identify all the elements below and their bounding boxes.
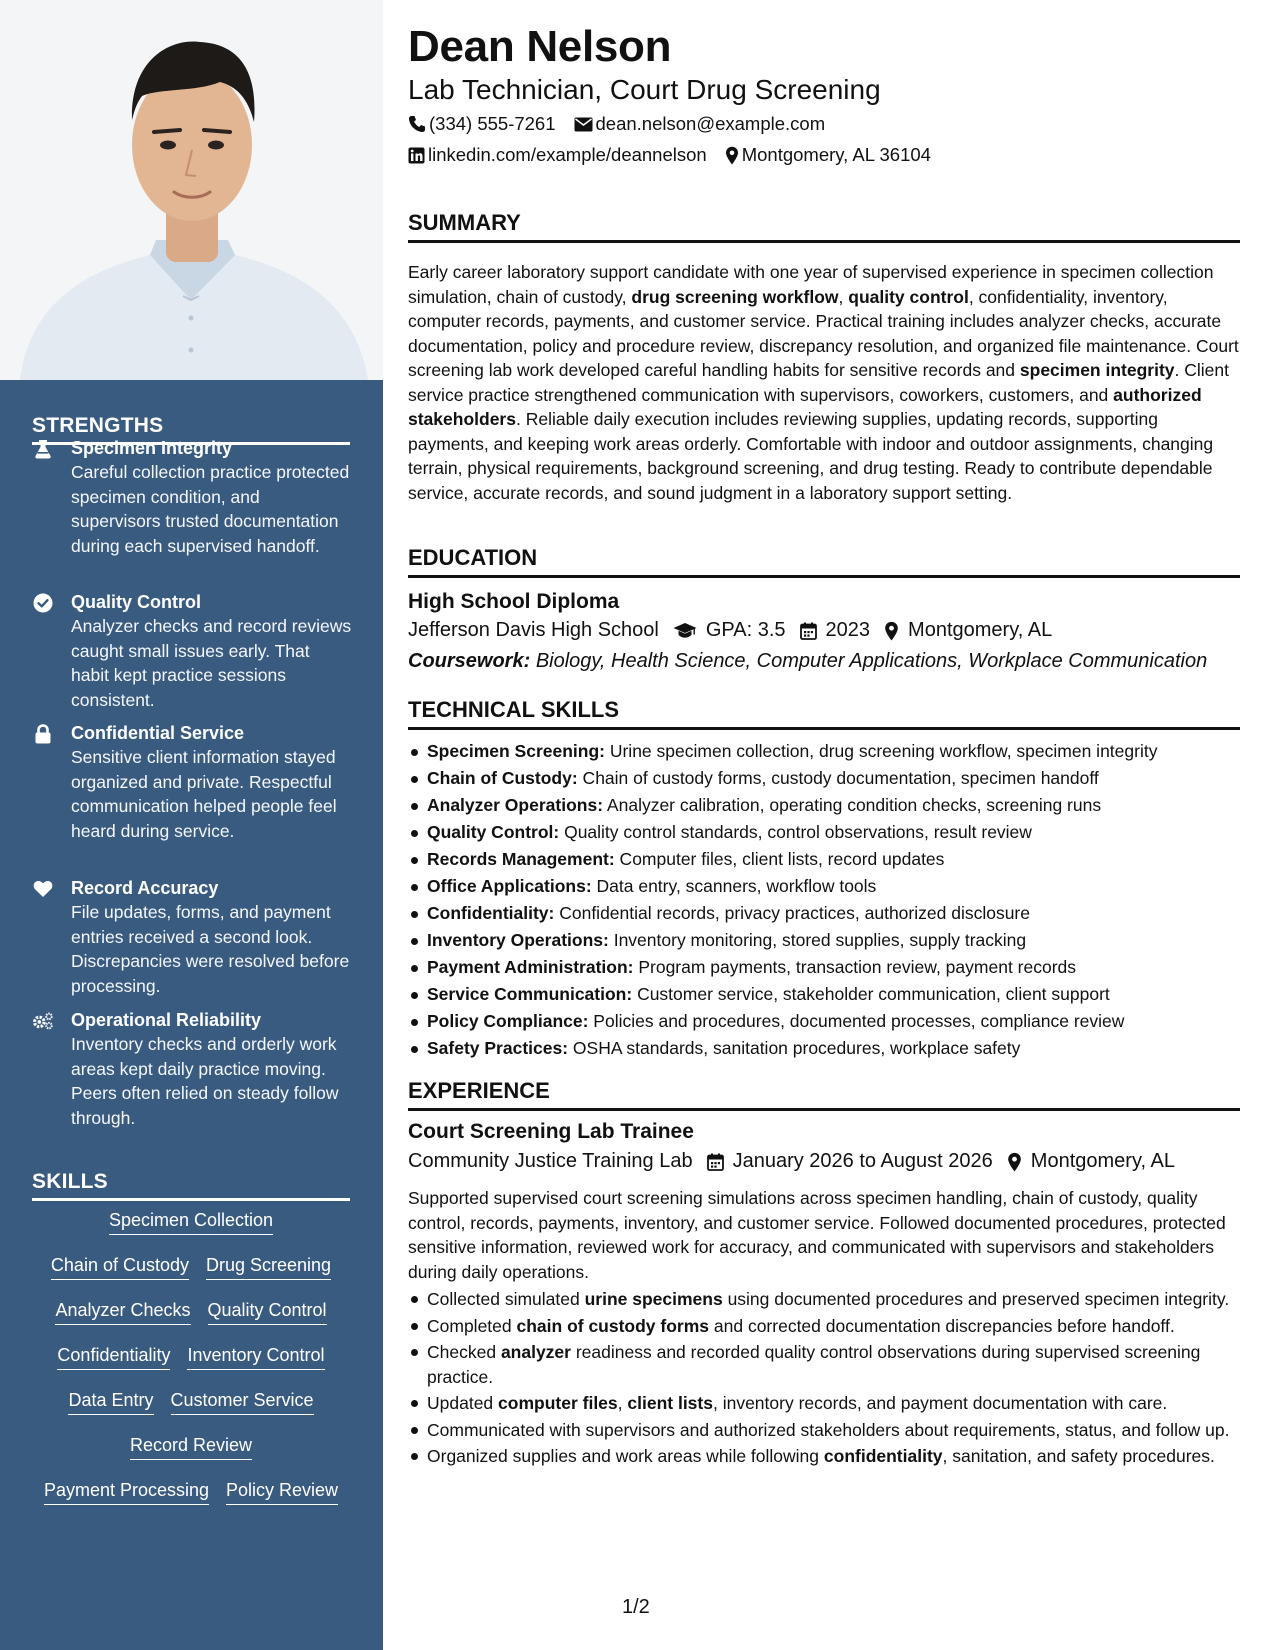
education-meta xyxy=(408,619,1052,642)
strengths-heading: STRENGTHS xyxy=(32,414,350,445)
phone-icon xyxy=(408,115,426,133)
strength-item xyxy=(32,590,352,712)
school-name: Jefferson Davis High School xyxy=(408,619,659,641)
employer-name: Community Justice Training Lab xyxy=(408,1150,693,1172)
phone-number[interactable]: (334) 555-7261 xyxy=(429,113,556,134)
strength-title: Specimen Integrity xyxy=(71,438,233,458)
gears-icon xyxy=(32,1010,54,1032)
strength-item xyxy=(32,876,352,998)
text-run: , confidentiality, inventory, computer records, payments, and customer service. Practical training includes analyzer checks, accurate documentation, policy and procedure review, discrepancy resolution, and organized file maintenance. Court screening lab work developed careful handling habits for sensitive records and xyxy=(408,286,1239,380)
technical-skill-item xyxy=(408,900,1240,927)
strength-desc: Inventory checks and orderly work areas kept daily practice moving. Peers often relied on steady follow through. xyxy=(71,1034,339,1128)
text-run: Collected simulated xyxy=(427,1289,585,1309)
job-bullets xyxy=(408,1287,1240,1471)
technical-skill-item xyxy=(408,1008,1240,1035)
bold-text: chain of custody forms xyxy=(516,1315,710,1336)
skill-details: Urine specimen collection, drug screening workflow, specimen integrity xyxy=(604,741,1158,761)
bold-text: drug screening workflow xyxy=(631,286,839,307)
school-location: Montgomery, AL xyxy=(908,619,1053,641)
experience-heading: EXPERIENCE xyxy=(408,1078,1240,1111)
bold-text: authorized stakeholders xyxy=(408,384,1202,429)
skill-chip: Drug Screening xyxy=(206,1255,331,1280)
skills-heading: SKILLS xyxy=(32,1170,350,1201)
technical-skills-heading: TECHNICAL SKILLS xyxy=(408,697,1240,730)
strength-desc: File updates, forms, and payment entries received a second look. Discrepancies were resolved before processing. xyxy=(71,902,350,996)
location-text: Montgomery, AL 36104 xyxy=(741,144,931,165)
job-dates: January 2026 to August 2026 xyxy=(732,1150,993,1172)
skill-chip: Data Entry xyxy=(68,1390,153,1415)
skill-details: Data entry, scanners, workflow tools xyxy=(591,876,877,896)
text-run: . Reliable daily execution includes reviewing supplies, updating records, supporting payments, and keeping work areas orderly. Comfortable with indoor and outdoor assignments, changing terrain, physical requirements, background screening, and drug testing. Ready to contribute dependable service, accurate records, and sound judgment in a laboratory support setting. xyxy=(408,409,1214,503)
skill-category: Safety Practices: xyxy=(427,1038,569,1058)
flask-icon xyxy=(32,438,54,460)
text-run: Organized supplies and work areas while following xyxy=(427,1446,824,1466)
portrait-illustration xyxy=(0,0,383,380)
skill-details: Chain of custody forms, custody documentation, specimen handoff xyxy=(577,768,1099,788)
contact-row xyxy=(408,113,825,135)
strength-desc: Careful collection practice protected specimen condition, and supervisors trusted documentation during each supervised handoff. xyxy=(71,462,350,556)
profile-photo xyxy=(0,0,383,380)
strength-item xyxy=(32,1008,352,1130)
heart-icon xyxy=(32,878,54,900)
job-meta xyxy=(408,1150,1175,1173)
technical-skill-item xyxy=(408,873,1240,900)
candidate-name: Dean Nelson xyxy=(408,22,672,71)
skill-details: Computer files, client lists, record updates xyxy=(614,849,945,869)
job-bullet xyxy=(408,1314,1240,1339)
linkedin-icon xyxy=(408,147,425,164)
skills-row xyxy=(32,1480,350,1505)
strength-title: Quality Control xyxy=(71,592,201,612)
skill-category: Confidentiality: xyxy=(427,903,555,923)
skill-category: Payment Administration: xyxy=(427,957,634,977)
skills-row xyxy=(32,1345,350,1370)
strength-title: Confidential Service xyxy=(71,723,245,743)
job-summary: Supported supervised court screening simulations across specimen handling, chain of custody, quality control, records, payments, inventory, and customer service. Followed documented procedures, protected sensitive information, reviewed work for accuracy, and communicated with supervisors and stakeholders during daily operations. xyxy=(408,1188,1226,1282)
technical-skill-item xyxy=(408,981,1240,1008)
technical-skill-item xyxy=(408,738,1240,765)
text-run: Completed xyxy=(427,1315,517,1336)
strength-item xyxy=(32,436,352,558)
skills-row xyxy=(32,1300,350,1325)
skills-row xyxy=(32,1255,350,1280)
text-run: Early career laboratory support candidate with one year of supervised experience in specimen collection simulation, chain of custody, xyxy=(408,262,1214,307)
job-bullet xyxy=(408,1418,1240,1443)
skills-row xyxy=(32,1435,350,1460)
graduation-cap-icon xyxy=(673,622,697,639)
job-bullet xyxy=(408,1340,1240,1389)
coursework-label: Coursework: xyxy=(408,650,531,672)
skill-chip: Quality Control xyxy=(208,1300,327,1325)
skill-chip: Payment Processing xyxy=(44,1480,209,1505)
technical-skill-item xyxy=(408,954,1240,981)
technical-skill-item xyxy=(408,927,1240,954)
text-run: . Client service practice strengthened communication with supervisors, coworkers, customers, and xyxy=(408,360,1229,405)
skills-row xyxy=(32,1390,350,1415)
contact-row xyxy=(408,144,931,166)
technical-skill-item xyxy=(408,846,1240,873)
text-run: , sanitation, and safety procedures. xyxy=(942,1446,1215,1466)
skill-chip: Record Review xyxy=(130,1435,252,1460)
skill-chip: Customer Service xyxy=(171,1390,314,1415)
text-run: Updated xyxy=(427,1393,499,1413)
skill-category: Chain of Custody: xyxy=(427,768,578,788)
skill-category: Quality Control: xyxy=(427,822,560,842)
location-pin-icon xyxy=(884,621,899,641)
candidate-role: Lab Technician, Court Drug Screening xyxy=(408,74,881,105)
lock-icon xyxy=(32,723,54,745)
text-run: readiness and recorded quality control observations during supervised screening practice. xyxy=(427,1342,1201,1387)
job-title: Court Screening Lab Trainee xyxy=(408,1120,694,1143)
bold-text: confidentiality xyxy=(823,1446,943,1466)
skill-details: Program payments, transaction review, payment records xyxy=(633,957,1077,977)
bold-text: client lists xyxy=(627,1393,713,1413)
skill-details: Confidential records, privacy practices, authorized disclosure xyxy=(554,903,1030,923)
skills-row xyxy=(32,1210,350,1235)
skill-details: OSHA standards, sanitation procedures, workplace safety xyxy=(568,1038,1021,1058)
technical-skills-list xyxy=(408,738,1240,1062)
technical-skill-item xyxy=(408,1035,1240,1062)
text-run: Communicated with supervisors and authorized stakeholders about requirements, status, and follow up. xyxy=(427,1419,1230,1440)
check-circle-icon xyxy=(32,592,54,614)
bold-text: analyzer xyxy=(500,1342,571,1362)
skill-category: Office Applications: xyxy=(427,876,592,896)
strength-desc: Sensitive client information stayed organized and private. Respectful communication helped people feel heard during service. xyxy=(71,747,337,841)
summary-heading: SUMMARY xyxy=(408,210,1240,243)
skill-chip: Analyzer Checks xyxy=(55,1300,190,1325)
technical-skill-item xyxy=(408,819,1240,846)
coursework-list: Biology, Health Science, Computer Applications, Workplace Communication xyxy=(535,650,1208,672)
location-pin-icon xyxy=(1007,1152,1022,1172)
bold-text: urine specimens xyxy=(584,1289,723,1309)
skill-category: Analyzer Operations: xyxy=(427,795,604,815)
technical-skill-item xyxy=(408,765,1240,792)
sidebar-panel xyxy=(0,380,383,1650)
skill-category: Specimen Screening: xyxy=(427,741,605,761)
coursework xyxy=(408,650,1207,673)
skill-chip: Chain of Custody xyxy=(51,1255,189,1280)
summary-text xyxy=(408,260,1240,505)
skill-chip: Specimen Collection xyxy=(109,1210,273,1235)
skill-category: Records Management: xyxy=(427,849,615,869)
skill-chip: Inventory Control xyxy=(187,1345,324,1370)
location-pin-icon xyxy=(725,146,739,165)
bold-text: specimen integrity xyxy=(1019,360,1175,380)
text-run: Checked xyxy=(427,1342,501,1362)
technical-skill-item xyxy=(408,792,1240,819)
skill-category: Inventory Operations: xyxy=(427,930,609,950)
email-link[interactable]: dean.nelson@example.com xyxy=(595,113,826,134)
job-bullet xyxy=(408,1444,1240,1469)
strength-title: Operational Reliability xyxy=(71,1010,262,1030)
calendar-icon xyxy=(707,1153,724,1171)
job-location: Montgomery, AL xyxy=(1030,1150,1175,1172)
text-run: and corrected documentation discrepancies before handoff. xyxy=(709,1315,1175,1336)
gpa: GPA: 3.5 xyxy=(705,619,786,641)
bold-text: computer files xyxy=(498,1393,618,1413)
text-run: , xyxy=(617,1393,628,1413)
bold-text: quality control xyxy=(848,286,969,307)
skill-category: Policy Compliance: xyxy=(427,1011,589,1031)
linkedin-link[interactable]: linkedin.com/example/deannelson xyxy=(428,144,707,165)
text-run: , inventory records, and payment documentation with care. xyxy=(712,1393,1168,1413)
text-run: using documented procedures and preserved specimen integrity. xyxy=(722,1289,1230,1309)
job-bullet xyxy=(408,1287,1240,1312)
degree-title: High School Diploma xyxy=(408,590,620,613)
email-icon xyxy=(574,117,593,132)
skill-chip: Confidentiality xyxy=(57,1345,170,1370)
strength-item xyxy=(32,721,352,843)
strength-title: Record Accuracy xyxy=(71,878,219,898)
calendar-icon xyxy=(800,622,817,640)
skill-details: Policies and procedures, documented processes, compliance review xyxy=(588,1011,1125,1031)
graduation-year: 2023 xyxy=(825,619,871,641)
skill-details: Inventory monitoring, stored supplies, supply tracking xyxy=(608,930,1027,950)
skill-details: Customer service, stakeholder communication, client support xyxy=(632,984,1110,1004)
page-number: 1/2 xyxy=(622,1596,650,1618)
skill-chip: Policy Review xyxy=(226,1480,338,1505)
skill-details: Analyzer calibration, operating condition checks, screening runs xyxy=(603,795,1102,815)
sidebar xyxy=(0,0,383,1650)
skill-category: Service Communication: xyxy=(427,984,633,1004)
job-bullet xyxy=(408,1391,1240,1416)
education-heading: EDUCATION xyxy=(408,545,1240,578)
strength-desc: Analyzer checks and record reviews caught small issues early. That habit kept practice sessions consistent. xyxy=(71,616,352,710)
skill-details: Quality control standards, control observations, result review xyxy=(559,822,1032,842)
text-run: , xyxy=(838,286,849,307)
